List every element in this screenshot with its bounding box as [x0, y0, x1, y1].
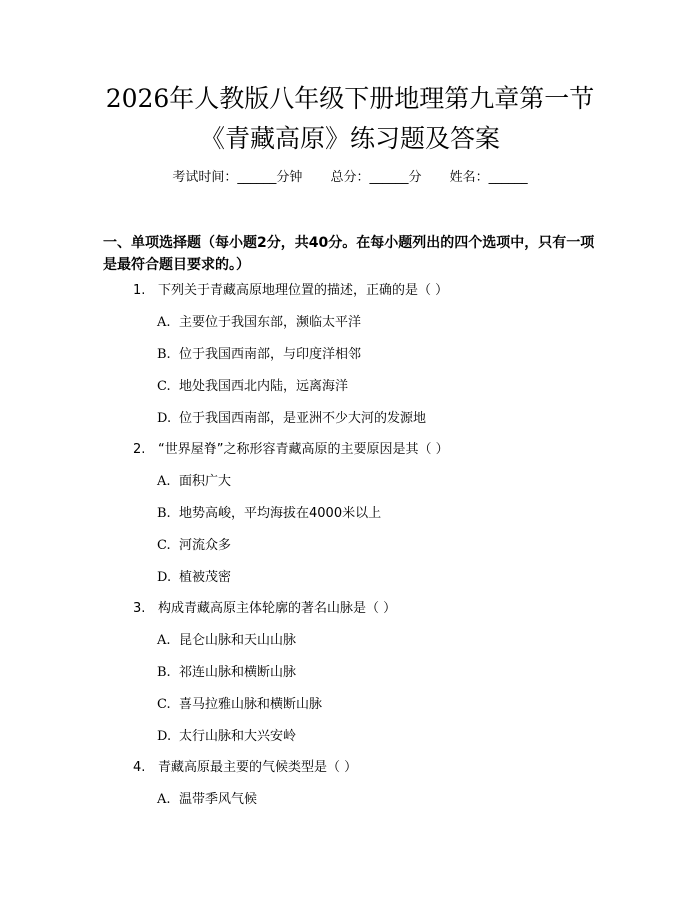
option-letter: D.: [157, 411, 172, 426]
option-letter: A.: [157, 474, 171, 489]
question: [133, 440, 603, 460]
option-text: 祁连山脉和横断山脉: [179, 665, 297, 680]
option-letter: C.: [157, 379, 171, 394]
option: [157, 377, 597, 397]
question-text: “世界屋脊”之称形容青藏高原的主要原因是其（ ）: [158, 442, 449, 457]
question-text: 下列关于青藏高原地理位置的描述，正确的是（ ）: [158, 283, 449, 298]
title-line-1: 2026年人教版八年级下册地理第九章第一节: [105, 84, 595, 113]
option-text: 温带季风气候: [179, 792, 258, 807]
option-letter: A.: [157, 792, 171, 807]
exam-info: [0, 168, 700, 188]
document-title: [0, 79, 700, 159]
question-text: 构成青藏高原主体轮廓的著名山脉是（ ）: [158, 601, 397, 616]
option-text: 昆仑山脉和天山山脉: [179, 633, 297, 648]
option: [157, 504, 597, 524]
option-letter: B.: [157, 665, 171, 680]
option-letter: C.: [157, 697, 171, 712]
option: [157, 345, 597, 365]
question: [133, 599, 603, 619]
question-number: 2.: [133, 442, 146, 457]
option: [157, 409, 597, 429]
option-letter: D.: [157, 570, 172, 585]
option: [157, 727, 597, 747]
option-text: 地势高峻，平均海拔在4000米以上: [179, 506, 382, 521]
option-text: 太行山脉和大兴安岭: [179, 729, 297, 744]
option-text: 喜马拉雅山脉和横断山脉: [179, 697, 323, 712]
option-letter: B.: [157, 347, 171, 362]
question-text: 青藏高原最主要的气候类型是（ ）: [158, 760, 358, 775]
section-heading: 一、单项选择题（每小题2分，共40分。在每小题列出的四个选项中，只有一项是最符合题目要求的。）: [103, 235, 595, 273]
option: [157, 472, 597, 492]
option: [157, 631, 597, 651]
option-text: 植被茂密: [179, 570, 232, 585]
option-text: 主要位于我国东部，濒临太平洋: [179, 315, 362, 330]
option: [157, 536, 597, 556]
question-number: 4.: [133, 760, 146, 775]
option: [157, 695, 597, 715]
option-letter: A.: [157, 633, 171, 648]
option-text: 面积广大: [179, 474, 232, 489]
option: [157, 313, 597, 333]
option: [157, 790, 597, 810]
question-number: 3.: [133, 601, 146, 616]
option-text: 河流众多: [179, 538, 232, 553]
option-letter: B.: [157, 506, 171, 521]
option: [157, 663, 597, 683]
option-text: 位于我国西南部，与印度洋相邻: [179, 347, 362, 362]
option-letter: C.: [157, 538, 171, 553]
option-text: 地处我国西北内陆，远离海洋: [179, 379, 349, 394]
question: [133, 281, 603, 301]
option-text: 位于我国西南部，是亚洲不少大河的发源地: [179, 411, 427, 426]
student-name: 姓名：______: [449, 170, 528, 185]
question-number: 1.: [133, 283, 146, 298]
total-score: 总分：______分: [330, 170, 422, 185]
option-letter: A.: [157, 315, 171, 330]
option-letter: D.: [157, 729, 172, 744]
exam-time: 考试时间：______分钟: [172, 170, 303, 185]
option: [157, 568, 597, 588]
question: [133, 758, 603, 778]
title-line-2: 《青藏高原》练习题及答案: [199, 124, 500, 153]
